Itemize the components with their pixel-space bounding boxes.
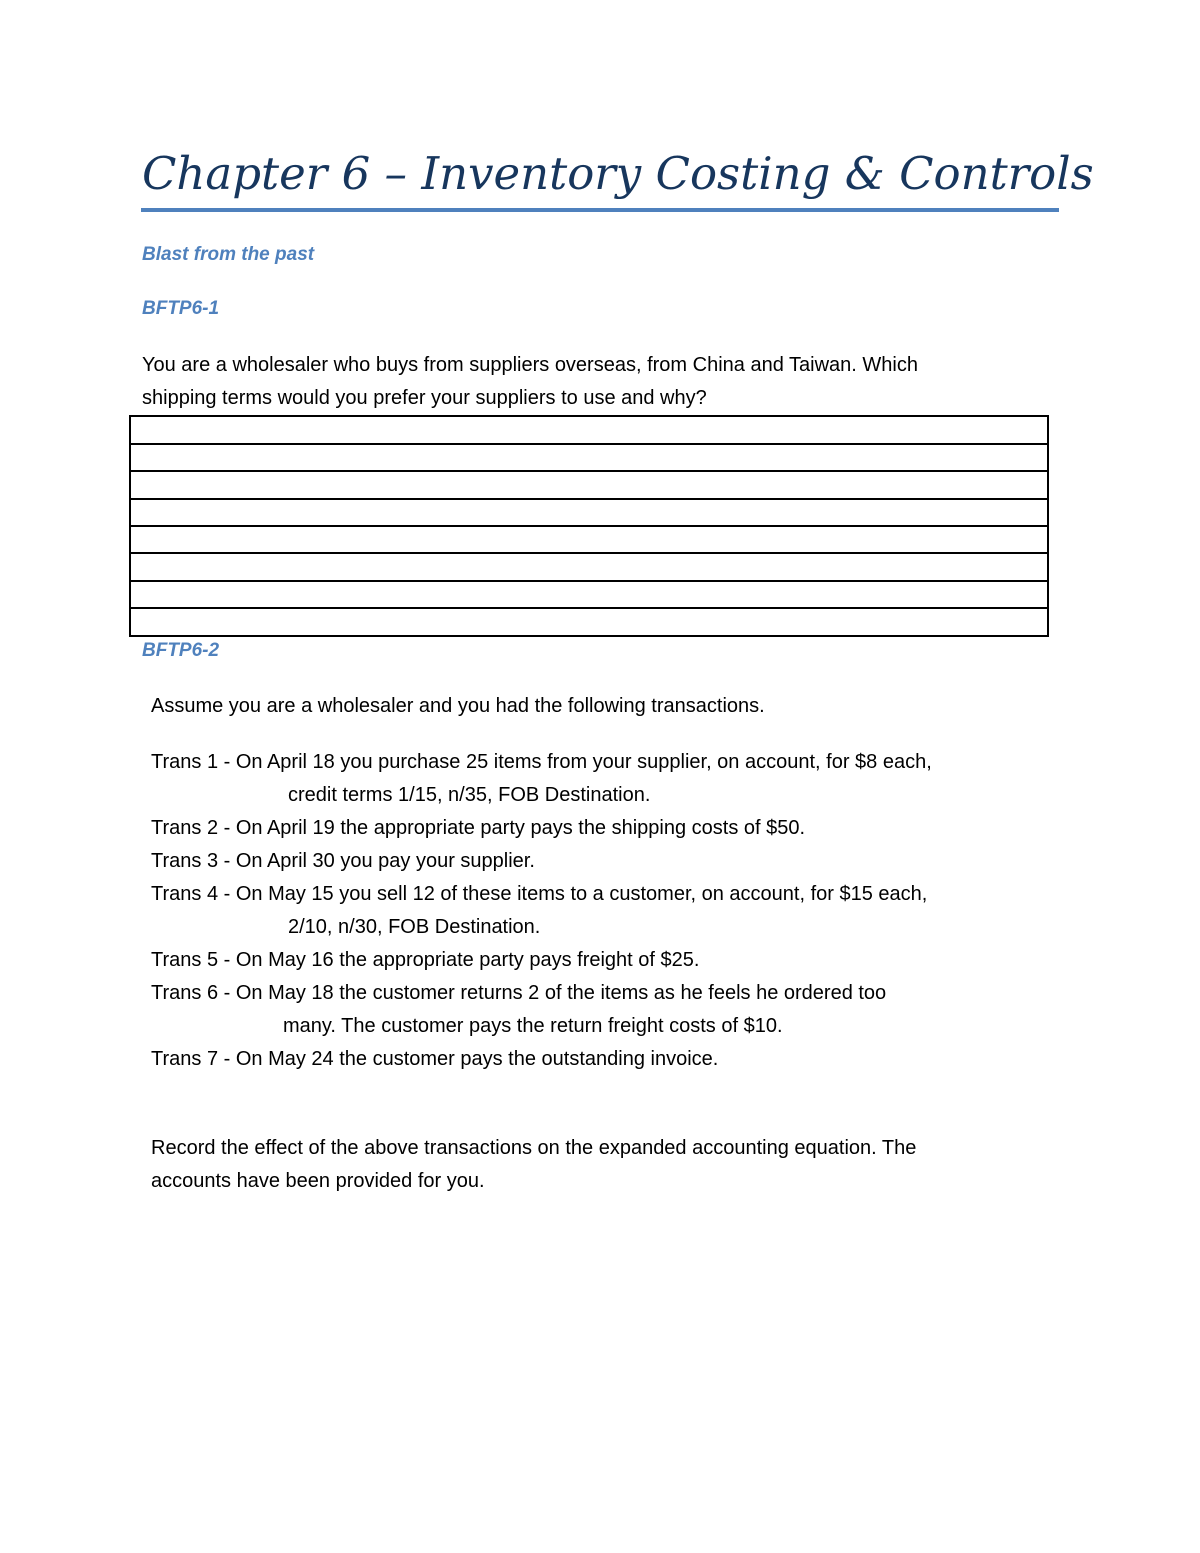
answer-line (131, 580, 1047, 582)
transaction-item: Trans 1 - On April 18 you purchase 25 items from your supplier, on account, for $8 each, (151, 751, 932, 773)
transaction-item: Trans 6 - On May 18 the customer returns 2 of the items as he feels he ordered too (151, 982, 887, 1004)
section-heading: Blast from the past (142, 244, 315, 265)
title-underline (141, 208, 1059, 212)
answer-line (131, 607, 1047, 609)
transaction-item: Trans 5 - On May 16 the appropriate party pays freight of $25. (151, 949, 700, 971)
transaction-item-continuation: many. The customer pays the return freight costs of $10. (283, 1015, 783, 1037)
answer-line (131, 470, 1047, 472)
answer-line (131, 552, 1047, 554)
question-1-label: BFTP6-1 (142, 298, 220, 319)
question-1-line-1: You are a wholesaler who buys from suppliers overseas, from China and Taiwan. Which (142, 354, 918, 376)
instruction-line-2: accounts have been provided for you. (151, 1170, 485, 1192)
instruction-line-1: Record the effect of the above transactions on the expanded accounting equation. The (151, 1137, 917, 1159)
transaction-item: Trans 7 - On May 24 the customer pays the outstanding invoice. (151, 1048, 719, 1070)
transaction-item: Trans 2 - On April 19 the appropriate party pays the shipping costs of $50. (151, 817, 806, 839)
transaction-item: Trans 3 - On April 30 you pay your supplier. (151, 850, 535, 872)
transaction-list (151, 746, 932, 1076)
transaction-item-continuation: credit terms 1/15, n/35, FOB Destination. (288, 784, 651, 806)
answer-line (131, 498, 1047, 500)
question-2-instruction (151, 1132, 916, 1198)
page-title: Chapter 6 – Inventory Costing & Controls (142, 147, 1094, 200)
answer-lines-box[interactable] (129, 415, 1049, 637)
transaction-item-continuation: 2/10, n/30, FOB Destination. (288, 916, 541, 938)
answer-line (131, 443, 1047, 445)
question-1-text (142, 349, 918, 415)
question-2-label: BFTP6-2 (142, 640, 220, 661)
answer-line (131, 525, 1047, 527)
transaction-item: Trans 4 - On May 15 you sell 12 of these items to a customer, on account, for $15 each, (151, 883, 928, 905)
question-1-line-2: shipping terms would you prefer your suppliers to use and why? (142, 387, 707, 409)
question-2-intro: Assume you are a wholesaler and you had the following transactions. (151, 695, 765, 717)
